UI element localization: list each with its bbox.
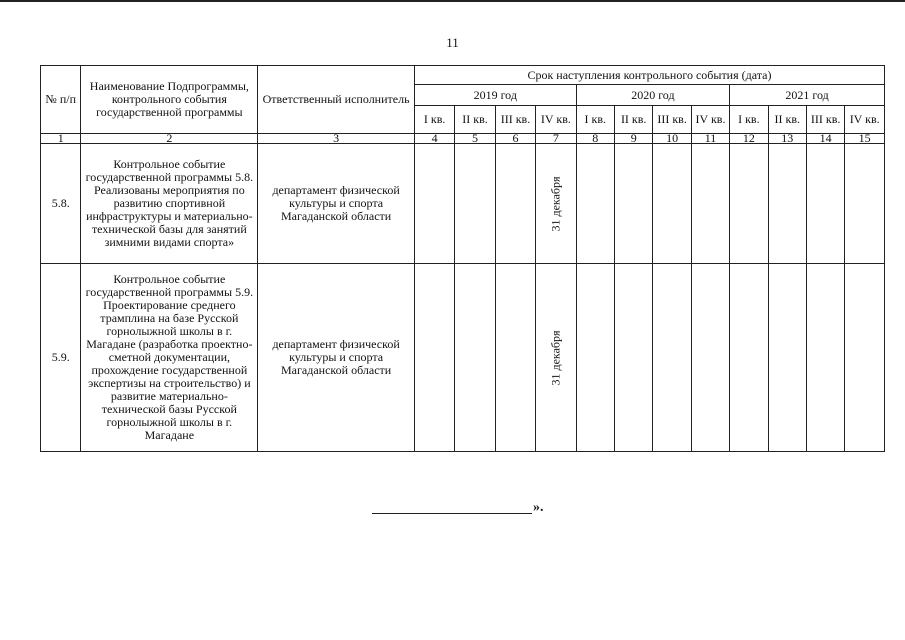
header-year-2021: 2021 год bbox=[730, 85, 885, 106]
header-date-group: Срок наступления контрольного события (дата) bbox=[414, 66, 884, 85]
quarter-header: II кв. bbox=[768, 106, 806, 134]
responsible-executor: департамент физической культуры и спорта Магаданской области bbox=[258, 144, 415, 264]
date-cell-empty bbox=[653, 144, 691, 264]
date-cell-empty bbox=[495, 144, 535, 264]
quarter-header: II кв. bbox=[455, 106, 495, 134]
row-number: 5.8. bbox=[41, 144, 81, 264]
date-cell-empty bbox=[691, 144, 729, 264]
quarter-header: IV кв. bbox=[845, 106, 885, 134]
column-index: 10 bbox=[653, 134, 691, 144]
event-name: Контрольное событие государственной программы 5.9. Проектирование среднего трамплина на базе Русской горнолыжной школы в г. Магадане (разработка проектно-сметной документации, прохождение государственной экспертизы на строительство) и развитие материально-технической базы Русской горнолыжной школы в г. Магадане bbox=[81, 264, 258, 452]
quarter-header: III кв. bbox=[653, 106, 691, 134]
header-year-2019: 2019 год bbox=[414, 85, 576, 106]
date-cell-empty bbox=[455, 264, 495, 452]
date-cell-empty bbox=[730, 144, 768, 264]
date-cell-empty bbox=[495, 264, 535, 452]
row-number: 5.9. bbox=[41, 264, 81, 452]
column-index: 4 bbox=[414, 134, 454, 144]
date-cell-empty bbox=[845, 144, 885, 264]
quarter-header: I кв. bbox=[576, 106, 614, 134]
column-index: 2 bbox=[81, 134, 258, 144]
quarter-header: I кв. bbox=[730, 106, 768, 134]
header-year-2020: 2020 год bbox=[576, 85, 730, 106]
date-cell-empty bbox=[653, 264, 691, 452]
date-cell-empty bbox=[845, 264, 885, 452]
date-cell-empty bbox=[576, 144, 614, 264]
quarter-header: III кв. bbox=[806, 106, 844, 134]
date-cell-empty bbox=[414, 144, 454, 264]
column-index: 8 bbox=[576, 134, 614, 144]
deadline-date: 31 декабря bbox=[548, 175, 563, 232]
column-index: 6 bbox=[495, 134, 535, 144]
header-num: № п/п bbox=[41, 66, 81, 134]
quarter-header: IV кв. bbox=[691, 106, 729, 134]
column-index: 11 bbox=[691, 134, 729, 144]
date-cell-empty bbox=[576, 264, 614, 452]
quarter-header: II кв. bbox=[615, 106, 653, 134]
date-cell-empty bbox=[414, 264, 454, 452]
header-name: Наименование Подпрограммы, контрольного события государственной программы bbox=[81, 66, 258, 134]
date-cell-empty bbox=[455, 144, 495, 264]
date-cell-empty bbox=[806, 264, 844, 452]
quarter-header: IV кв. bbox=[536, 106, 576, 134]
closing-quote: ». bbox=[533, 500, 544, 515]
column-index: 15 bbox=[845, 134, 885, 144]
page-number: 11 bbox=[446, 35, 459, 50]
column-index: 1 bbox=[41, 134, 81, 144]
top-border-line bbox=[0, 0, 905, 2]
responsible-executor: департамент физической культуры и спорта Магаданской области bbox=[258, 264, 415, 452]
date-cell-empty bbox=[615, 264, 653, 452]
event-name: Контрольное событие государственной программы 5.8. Реализованы мероприятия по развитию спортивной инфраструктуры и материально-технической базы для занятий зимними видами спорта» bbox=[81, 144, 258, 264]
column-index: 14 bbox=[806, 134, 844, 144]
column-index-row bbox=[41, 134, 885, 144]
column-index: 9 bbox=[615, 134, 653, 144]
table-row bbox=[41, 144, 885, 264]
date-cell-empty bbox=[768, 144, 806, 264]
table-row bbox=[41, 264, 885, 452]
control-events-table bbox=[40, 65, 885, 452]
date-cell-empty bbox=[615, 144, 653, 264]
column-index: 7 bbox=[536, 134, 576, 144]
column-index: 5 bbox=[455, 134, 495, 144]
quarter-header: III кв. bbox=[495, 106, 535, 134]
deadline-date: 31 декабря bbox=[548, 329, 563, 386]
column-index: 3 bbox=[258, 134, 415, 144]
date-cell-empty bbox=[691, 264, 729, 452]
column-index: 12 bbox=[730, 134, 768, 144]
column-index: 13 bbox=[768, 134, 806, 144]
date-cell-empty bbox=[768, 264, 806, 452]
date-cell bbox=[536, 144, 576, 264]
date-cell-empty bbox=[730, 264, 768, 452]
date-cell-empty bbox=[806, 144, 844, 264]
date-cell bbox=[536, 264, 576, 452]
quarter-header: I кв. bbox=[414, 106, 454, 134]
header-responsible: Ответственный исполнитель bbox=[258, 66, 415, 134]
signature-line bbox=[372, 513, 532, 514]
